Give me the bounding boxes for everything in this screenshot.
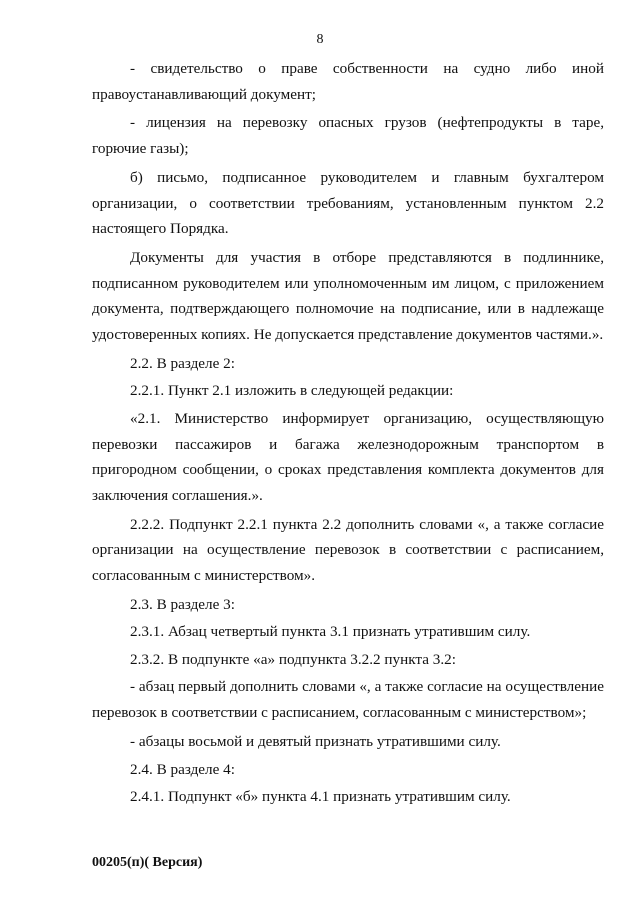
document-body: [92, 56, 604, 812]
paragraph: 2.2. В разделе 2:: [130, 354, 235, 372]
paragraph: «2.1. Министерство информирует организацию, осуществляющую перевозки пассажиров и багажа железнодорожным транспортом в пригородном сообщении, о сроках представления комплекта документов для заключения соглашения.».: [92, 409, 604, 504]
paragraph: 2.2.1. Пункт 2.1 изложить в следующей редакции:: [130, 382, 454, 400]
paragraph: Документы для участия в отборе представляются в подлиннике, подписанном руководителем или уполномоченным им лицом, с приложением документа, подтверждающего полномочие на подписание, или в надлежаще удостоверенных копиях. Не допускается представление документов частями.».: [92, 249, 604, 343]
paragraph: - лицензия на перевозку опасных грузов (нефтепродукты в таре, горючие газы);: [92, 114, 604, 158]
paragraph: 2.4.1. Подпункт «б» пункта 4.1 признать утратившим силу.: [130, 788, 511, 806]
paragraph: 2.2.2. Подпункт 2.2.1 пункта 2.2 дополнить словами «, а также согласие организации на осуществление перевозок в соответствии с расписанием, согласованным с министерством».: [92, 515, 604, 584]
paragraph: - абзац первый дополнить словами «, а также согласие на осуществление перевозок в соответствии с расписанием, согласованным с министерством»;: [92, 678, 604, 722]
paragraph: - абзацы восьмой и девятый признать утратившими силу.: [130, 732, 501, 750]
paragraph: - свидетельство о праве собственности на судно либо иной правоустанавливающий документ;: [92, 60, 604, 103]
paragraph: 2.3.1. Абзац четвертый пункта 3.1 признать утратившим силу.: [130, 623, 531, 641]
document-footer-code: 00205(п)( Версия): [92, 855, 203, 870]
paragraph: 2.3.2. В подпункте «а» подпункта 3.2.2 пункта 3.2:: [130, 650, 456, 668]
paragraph: 2.4. В разделе 4:: [130, 760, 235, 778]
paragraph: б) письмо, подписанное руководителем и главным бухгалтером организации, о соответствии требованиям, установленным пунктом 2.2 настоящего Порядка.: [92, 168, 604, 238]
paragraph: 2.3. В разделе 3:: [130, 595, 235, 613]
page-number: 8: [316, 32, 324, 47]
